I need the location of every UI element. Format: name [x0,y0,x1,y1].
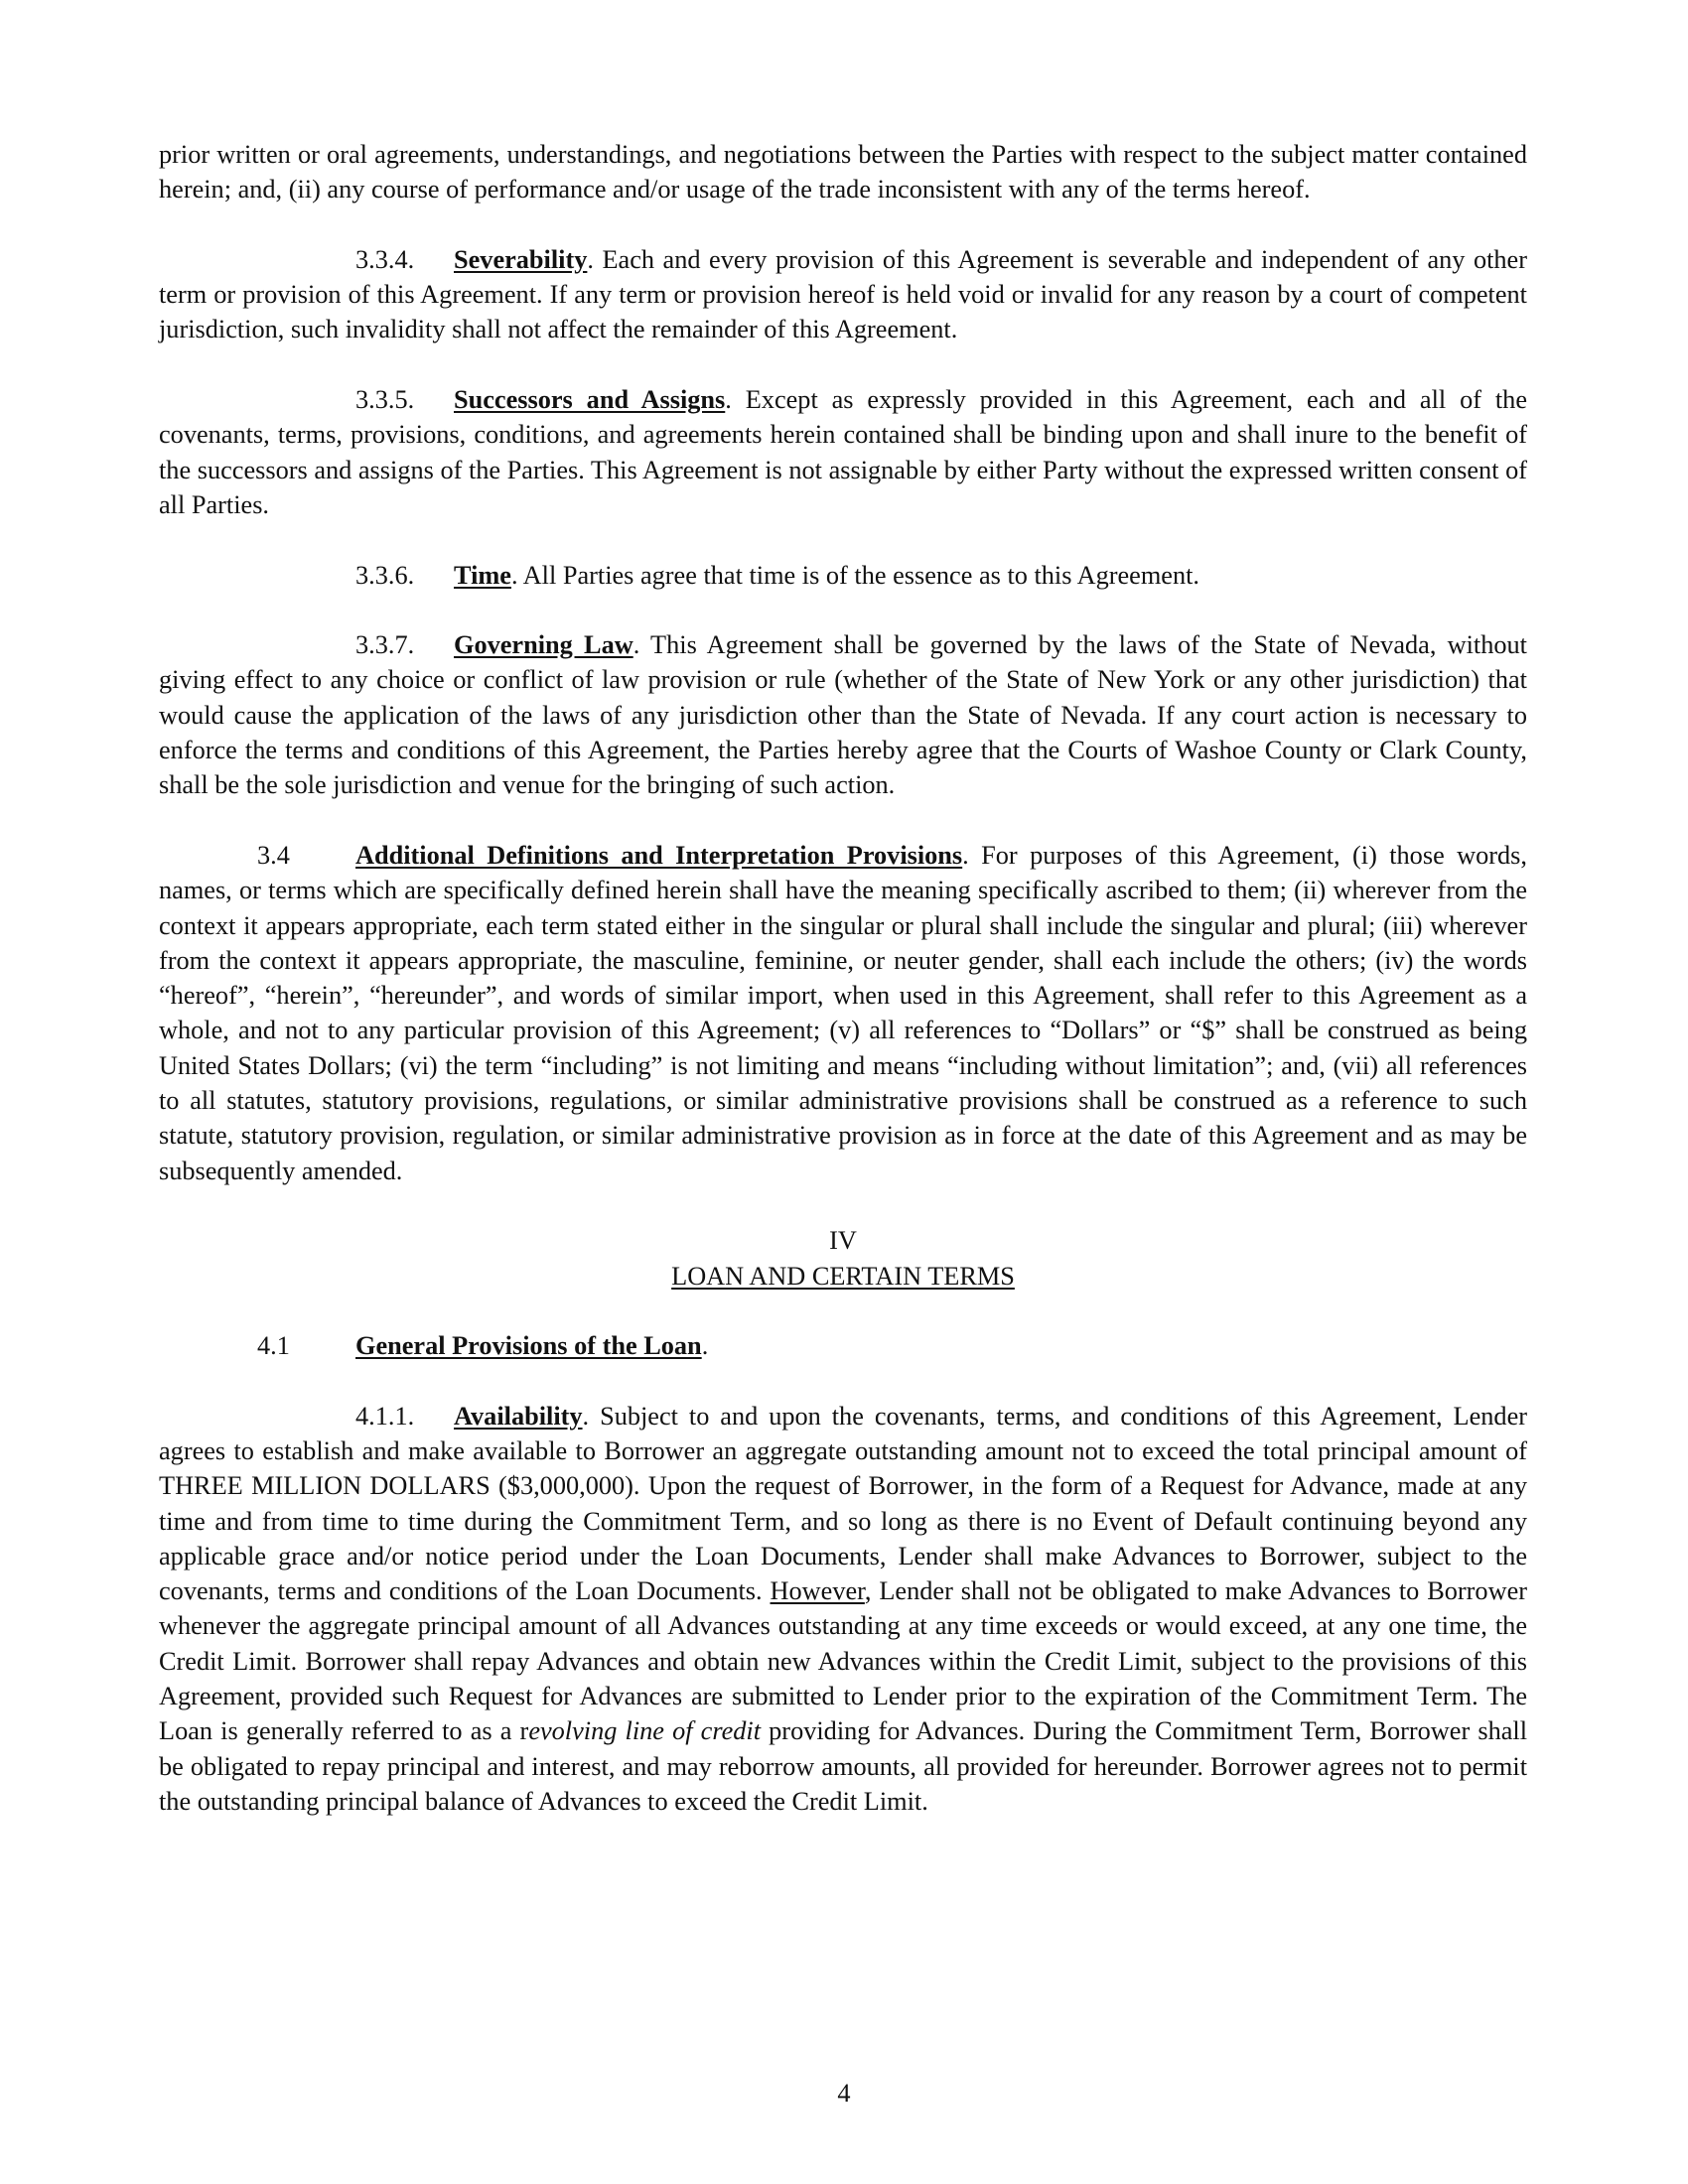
italic-term: evolving line of credit [528,1716,762,1746]
continuation-paragraph [159,137,1527,207]
section-number: 3.3.5. [355,385,415,415]
section-text: . This Agreement shall be governed by the laws of the State of Nevada, without giving effect to any choice or conflict of law provision or rule (whether of the State of New York or any other jurisdiction) that would cause the application of the laws of any jurisdiction other than the State of Nevada. If any court action is necessary to enforce the terms and conditions of this Agreement, the Parties hereby agree that the Courts of Washoe County or Clark County, shall be the sole jurisdiction and venue for the bringing of such action. [159,630,1527,800]
section-heading: Severability [454,244,588,274]
section-heading: Governing Law [454,630,633,660]
section-text: . For purposes of this Agreement, (i) those words, names, or terms which are specifically defined herein shall have the meaning specifically ascribed to them; (ii) wherever from the context it appears appropriate, each term stated either in the singular or plural shall include the singular and plural; (iii) wherever from the context it appears appropriate, the masculine, feminine, or neuter gender, shall each include the others; (iv) the words “hereof”, “herein”, “hereunder”, and words of similar import, when used in this Agreement, shall refer to this Agreement as a whole, and not to any particular provision of this Agreement; (v) all references to “Dollars” or “$” shall be construed as being United States Dollars; (vi) the term “including” is not limiting and means “including without limitation”; and, (vii) all references to all statutes, statutory provisions, regulations, or similar administrative provisions shall be construed as a reference to such statute, statutory provision, regulation, or similar administrative provision as in force at the date of this Agreement and as may be subsequently amended. [159,840,1527,1185]
section-3-3-7 [159,627,1527,802]
section-heading: Successors and Assigns [454,385,726,415]
however-term: However [770,1576,865,1606]
document-page [159,137,1527,1854]
section-3-3-4 [159,242,1527,347]
section-3-3-6 [159,558,1527,593]
section-number: 3.3.7. [355,630,415,660]
section-text: , Lender shall not be obligated to make Advances to Borrower whenever the aggregate principal amount of all Advances outstanding at any time exceeds or would exceed, at any one time, the Credit Limit. Borrower shall repay Advances and obtain new Advances within the Credit Limit, subject to the provisions of this Agreement, provided such Request for Advances are submitted to Lender prior to the expiration of the Commitment Term. The Loan is generally referred to as a r [159,1576,1527,1746]
section-number: 3.3.6. [355,560,415,590]
section-heading: Availability [454,1401,583,1431]
section-3-3-5 [159,382,1527,522]
section-3-4 [159,838,1527,1188]
section-text: . All Parties agree that time is of the essence as to this Agreement. [510,560,1199,590]
section-number: 3.4 [257,840,290,870]
article-heading [159,1223,1527,1294]
section-number: 3.3.4. [355,244,415,274]
section-number: 4.1.1. [355,1401,415,1431]
section-4-1 [159,1328,1527,1363]
section-text: providing for Advances. During the Commitment Term, Borrower shall be obligated to repay principal and interest, and may reborrow amounts, all provided for hereunder. Borrower agrees not to permit the outstanding principal balance of Advances to exceed the Credit Limit. [159,1716,1528,1816]
section-number: 4.1 [257,1331,290,1361]
section-heading: Additional Definitions and Interpretation Provisions [355,840,963,870]
section-heading: General Provisions of the Loan [355,1331,702,1361]
section-heading: Time [454,560,511,590]
article-number: IV [829,1226,857,1256]
section-text: . [701,1331,709,1361]
page-number: 4 [837,2079,851,2108]
article-title: LOAN AND CERTAIN TERMS [671,1261,1015,1291]
section-4-1-1 [159,1399,1527,1820]
section-text: . Subject to and upon the covenants, terms, and conditions of this Agreement, Lender agrees to establish and make available to Borrower an aggregate outstanding amount not to exceed the total principal amount of THREE MILLION DOLLARS ($3,000,000). Upon the request of Borrower, in the form of a Request for Advance, made at any time and from time to time during the Commitment Term, and so long as there is no Event of Default continuing beyond any applicable grace and/or notice period under the Loan Documents, Lender shall make Advances to Borrower, subject to the covenants, terms and conditions of the Loan Documents. [159,1401,1527,1606]
section-text: . Each and every provision of this Agreement is severable and independent of any other term or provision of this Agreement. If any term or provision hereof is held void or invalid for any reason by a court of competent jurisdiction, such invalidity shall not affect the remainder of this Agreement. [159,244,1527,344]
section-text: . Except as expressly provided in this Agreement, each and all of the covenants, terms, provisions, conditions, and agreements herein contained shall be binding upon and shall inure to the benefit of the successors and assigns of the Parties. This Agreement is not assignable by either Party without the expressed written consent of all Parties. [159,385,1527,519]
continuation-text: prior written or oral agreements, understandings, and negotiations between the Parties with respect to the subject matter contained herein; and, (ii) any course of performance and/or usage of the trade inconsistent with any of the terms hereof. [159,140,1527,205]
